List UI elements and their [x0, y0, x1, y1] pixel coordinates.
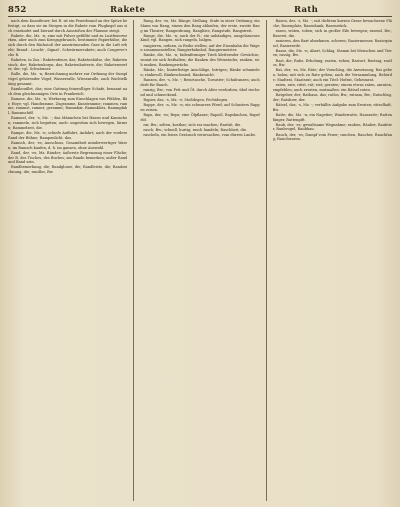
dictionary-entry: Rakete, die, Mz. -n; eine mit Pulver gefüllte und zu Lustfeuerwerken, aber auch zum Kriegsgebrauch, bestimmte Papierhülse, die sich durch den Rückstoß der ausströmenden Gase in die Luft erhebt; Brand-, Leucht-, Signal-, Schwärmerrakete; auch Congreve'sche R. [8, 33, 128, 57]
dictionary-entry: Rapier, das, -s, Mz. -e; Stoßdegen, Fechtdegen. [143, 97, 229, 102]
dictionary-entry: Ratgeber, der; Rathaus, das; ratlos, Bw.; ratsam, Bw.; Ratschlag, der; Ratsherr, der. [272, 92, 392, 102]
dictionary-entry: Ratte, die, Mz. -n; ein Nagetier; Wanderratte, Hausratte; Rattenfänger, Rattengift. [272, 112, 392, 122]
column-3 [273, 19, 392, 501]
dictionary-entry: Rast, die; Ruhe, Erholung; rasten, ruhen; Rastort, Rasttag; rastlos, Bw. [272, 58, 392, 68]
text-columns [8, 19, 392, 501]
page-header [8, 4, 392, 16]
header-rule [8, 16, 392, 17]
dictionary-entry: Rang, der, -es, Mz. Ränge; Stellung, Stufe in einer Ordnung; ein Mann von Rang; einem den Rang ablaufen; der erste, zweite Rang im Theater; Rangordnung, Rangliste, Rangstufe, Rangstreit. [140, 19, 260, 33]
column-2 [140, 19, 259, 501]
dictionary-entry: Rasen, der, -s, Mz. -; mit dichtem kurzen Grase bewachsene Fläche; Rasenplatz, Rasenbank, Rasenstück. [272, 19, 392, 28]
dictionary-entry: Rappe, der, -n, Mz. -n; ein schwarzes Pferd; auf Schusters Rappen reisen. [140, 102, 260, 112]
dictionary-entry: Ranzen, der, -s, Mz. -; Reisetasche, Tornister; Schulranzen; auch derb für Bauch. [140, 77, 260, 87]
dictionary-entry: ranzig, Bw.; von Fett und Öl: durch Alter verdorben, übel riechend und schmeckend. [140, 87, 260, 97]
dictionary-entry: Rauch, der, -es; Dampf vom Feuer; rauchen, Raucher, Rauchfang, Rauchwaren. [272, 132, 392, 142]
dictionary-entry: Ramsch, der, -es; Ausschuss, Gesamtheit minderwertiger Waren; im Ramsch kaufen, d. h. im ganzen, ohne Auswahl. [8, 140, 128, 150]
column-divider [133, 20, 134, 501]
dictionary-entry: Rammel, der, -s, Mz. -; das Männchen bei Hasen und Kaninchen; rammeln, sich begatten; auch: ungestüm sich bewegen, lärmen; Rammelzeit, die. [8, 116, 128, 130]
dictionary-entry: Rampe, die, Mz. -n; schiefe Auffahrt, Anfahrt; auch der vordere Rand der Bühne; Rampenlicht, das. [8, 130, 128, 140]
dictionary-entry: rar, Bw.; selten, kostbar; sich rar machen; Rarität, die. [143, 122, 242, 127]
column-divider [266, 20, 267, 501]
dictionary-entry: Rat, der, -es, Mz. Räte; der Vorschlag, die Anweisung; Rat geben, holen; mit sich zu Rate gehen; auch die Versammlung, Behörde: Stadtrat, Staatsrat; auch ein Titel: Hofrat, Geheimrat. [272, 68, 392, 82]
dictionary-entry: rasieren, den Bart abnehmen, scheren; Rasiermesser, Rasierpinsel, Rasierseife. [272, 38, 392, 48]
column-1 [8, 19, 127, 501]
dictionary-entry: Raps, der, -es; Reps; eine Ölpflanze; Rapsöl, Rapskuchen, Rapsfeld. [140, 112, 260, 122]
dictionary-entry: Raub, der, -es; gewaltsame Wegnahme; rauben, Räuber, Raubtier, Raubvogel, Raubbau. [272, 122, 392, 132]
dictionary-entry: Range, die, Mz. -n; auch der R.; ein unbändiges, ausgelassenes Kind; vgl. Rangen, sich rangeln, balgen. [140, 33, 260, 43]
dictionary-entry: rasen, wüten, toben; sich in großer Eile bewegen; rasend, Bw.; Raserei, die. [272, 28, 392, 38]
dictionary-entry: Rasse, die, Mz. -n; Abart, Schlag, Stamm bei Menschen und Tieren; rassig, Bw. [272, 48, 392, 58]
dictionary-entry: Ralle, die, Mz. -n; Bezeichnung mehrer zur Ordnung der Sumpfvögel gehörender Vögel; Wasserralle, Wiesenralle, auch Wachtelkönig genannt. [8, 72, 128, 86]
running-head-right: Rath [294, 5, 319, 15]
dictionary-entry: Ranke, die, Mz. -n; fadenförmiger Trieb kletternder Gewächse, womit sie sich festhalten; die Ranken des Weinstocks; ranken, sich ranken; Rankengewächs. [140, 53, 260, 67]
page-number: 852 [8, 5, 27, 15]
dictionary-entry: raten, rate, rätst, rät; riet; geraten; einem etwas raten, anraten, empfehlen; auch erraten, mutmaßen: ein Rätsel raten. [272, 83, 392, 92]
dictionary-entry: rascheln, ein leises Geräusch verursachen, vom dürren Laube. [143, 132, 257, 137]
dictionary-entry: Rand, der, -es, Mz. Ränder; äußerste Begrenzung einer Fläche; der R. des Tisches, des Buches; am Rande bemerken; außer Rand und Band sein. [8, 150, 128, 165]
dictionary-entry: Randbemerkung, die; Randglosse, die; Randleiste, die; Randzeichnung, die; randlos, Bw. [8, 165, 128, 175]
dictionary-entry: nach dem Kunstfeuer; bei R. ist ein Feuerbrand an der Spitze befestigt, so dass sie im Steigen in die Rakete vom Flugkegel aus sich entzündet und hierauf durch Ausstoßen der Flamme steigt. [8, 19, 128, 33]
dictionary-entry: rasch, Bw.; schnell, hurtig; rasch handeln; Raschheit, die. [143, 127, 248, 132]
running-head-left: Rakete [110, 5, 146, 15]
dictionary-entry: Rätsel, das, -s, Mz. -; verhüllte Aufgabe zum Erraten; rätselhaft, Bw. [272, 102, 392, 112]
dictionary-entry: rangieren, ordnen, in Reihe stellen; auf der Eisenbahn die Wagen zusammenstellen; Rangierbahnhof, Rangiermeister. [140, 43, 260, 53]
dictionary-entry: Rambouillet, das; eine Gattung feinwolliger Schafe, benannt nach dem gleichnamigen Orte in Frankreich. [8, 87, 128, 96]
dictionary-entry: Ramme, die, Mz. -n; Werkzeug zum Einschlagen von Pfählen, Bär, Hoye; vgl. Handramme, Zugramme, Kunstramme; rammen, ramme, rammst, rammt; gerammt; Rammbär, Rammklotz, Rammpfahl, Rammschiff. [8, 96, 128, 116]
dictionary-entry: Raketen, in Zus.: Raketenfeuer, das; Raketenhülse, die; Raketenstock, der; Raketenkorps, das; Raketenbatterie, die; Raketenwerfer, der; vgl. Schwärmer. [8, 57, 128, 72]
dictionary-entry: Ränke, Mz.; hinterlistige Anschläge, Intrigen; Ränke schmieden; ränkevoll, Ränkeschmied, Ränkesucht. [140, 68, 260, 77]
